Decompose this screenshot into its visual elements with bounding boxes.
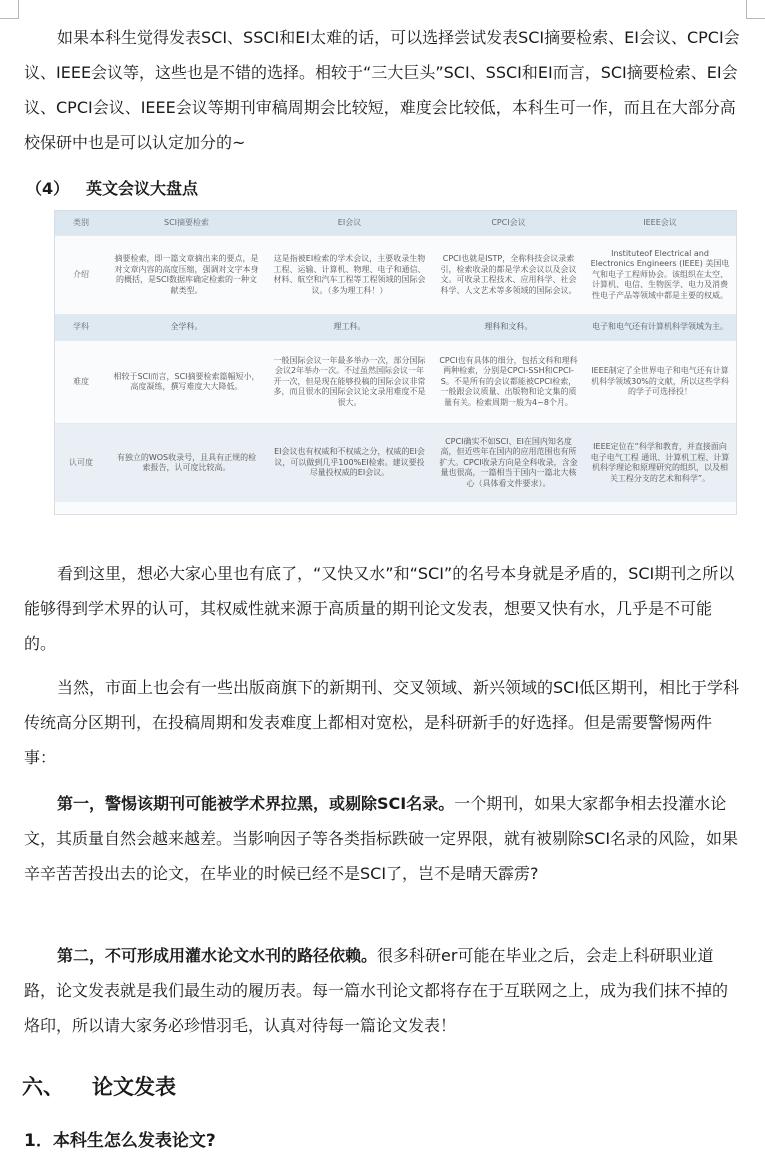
table-cell: EI会议也有权威和不权威之分，权威的EI会议，可以做到几乎100%EI检索。建议要投尽量投权威的EI会议。 [266, 424, 433, 503]
subheading-number: （4） [26, 179, 70, 198]
table-cell: 理工科。 [266, 315, 433, 341]
conference-comparison-table [54, 210, 737, 515]
intro-paragraph: 如果本科生觉得发表SCI、SSCI和EI太难的话，可以选择尝试发表SCI摘要检索、EI会议、CPCI会议、IEEE会议等，这些也是不错的选择。相较于“三大巨头”SCI、SSCI和EI而言，SCI摘要检索、EI会议、CPCI会议、IEEE会议等期刊审稿周期会比较短，难度会比较低，本科生可一作，而且在大部分高校保研中也是可以认定加分的~ [24, 28, 740, 152]
table-header-cell: CPCI会议 [433, 211, 584, 236]
section-title: 论文发表 [92, 1075, 176, 1099]
table-row [55, 315, 736, 341]
section-heading [22, 1072, 176, 1102]
table-row [55, 236, 736, 315]
section-number: 六、 [22, 1075, 64, 1099]
page-corner-mark-left [0, 0, 19, 19]
subheading-title: 英文会议大盘点 [86, 179, 199, 198]
table-cell: 电子和电气还有计算机科学领域为主。 [584, 315, 736, 341]
table-cell: 有独立的WOS收录号，且具有正规的检索报告，认可度比较高。 [107, 424, 266, 503]
table-cell: 相较于SCI而言，SCI摘要检索篇幅短小，高度凝练，撰写难度大大降低。 [107, 341, 266, 424]
row-category: 认可度 [55, 424, 107, 503]
body-paragraph: 当然，市面上也会有一些出版商旗下的新期刊、交叉领域、新兴领域的SCI低区期刊，相比于学科传统高分区期刊，在投稿周期和发表难度上都相对宽松，是科研新手的好选择。但是需要警惕两件事： [24, 678, 740, 767]
warning-lead: 第二，不可形成用灌水论文水刊的路径依赖。 [57, 946, 378, 965]
row-category: 学科 [55, 315, 107, 341]
table-cell: 摘要检索，即一篇文章摘出来的要点，是对文章内容的高度压缩，强调对文字本身的概括，是SCI数据库确定检索的一种文献类型。 [107, 236, 266, 315]
warning-lead: 第一，警惕该期刊可能被学术界拉黑，或剔除SCI名录。 [57, 794, 455, 813]
table-header-cell: SCI摘要检索 [107, 211, 266, 236]
table-row [55, 341, 736, 424]
table-row [55, 424, 736, 503]
table-cell: IEEE定位在“科学和教育，并直接面向电子电气工程 通讯、计算机工程、计算机科学理论和原理研究的组织，以及相关工程分支的艺术和科学”。 [584, 424, 736, 503]
conference-subheading [26, 178, 198, 200]
table-cell: Instituteof Electrical and Electronics Engineers (IEEE) 美国电气和电子工程师协会。该组织在太空、计算机、电信、生物医学、电力及消费性电子产品等领域中都是主要的权威。 [584, 236, 736, 315]
table-header-cell: EI会议 [266, 211, 433, 236]
warning-paragraph-1: 第一，警惕该期刊可能被学术界拉黑，或剔除SCI名录。一个期刊，如果大家都争相去投灌水论文，其质量自然会越来越差。当影响因子等各类指标跌破一定界限，就有被剔除SCI名录的风险，如果辛辛苦苦投出去的论文，在毕业的时候已经不是SCI了，岂不是晴天霹雳? [24, 794, 739, 883]
body-paragraph: 看到这里，想必大家心里也有底了，“又快又水”和“SCI”的名号本身就是矛盾的，SCI期刊之所以能够得到学术界的认可，其权威性就来源于高质量的期刊论文发表，想要又快有水，几乎是不可能的。 [24, 564, 735, 653]
table-cell: CPCI确实不如SCI、EI在国内知名度高，但近些年在国内的应用范围也有所扩大。CPCI收录方向是全科收录，含金量也很高，一篇相当于国内一篇北大核心（具体看文件要求）。 [433, 424, 584, 503]
row-category: 介绍 [55, 236, 107, 315]
table-cell: CPCI也有具体的细分，包括文科和理科两种检索，分别是CPCI-SSH和CPCI-S。不是所有的会议都能被CPCI检索，一般跟会议质量、出版物和论文集的质量有关。检索周期一般为4~8个月。 [433, 341, 584, 424]
table-cell: 理科和文科。 [433, 315, 584, 341]
table-header-cell: 类别 [55, 211, 107, 236]
table-header-cell: IEEE会议 [584, 211, 736, 236]
table-cell: IEEE制定了全世界电子和电气还有计算机科学领域30%的文献，所以这些学科的学子可选择投！ [584, 341, 736, 424]
table-cell: CPCI也就是ISTP，全称科技会议录索引，检索收录的都是学术会议以及会议文。可收录工程技术、应用科学、社会科学、人文艺术等多领域的国际会议。 [433, 236, 584, 315]
warning-paragraph-2: 第二，不可形成用灌水论文水刊的路径依赖。很多科研er可能在毕业之后，会走上科研职业道路，论文发表就是我们最生动的履历表。每一篇水刊论文都将存在于互联网之上，成为我们抹不掉的烙印，所以请大家务必珍惜羽毛，认真对待每一篇论文发表！ [24, 946, 729, 1035]
table-header-row [55, 211, 736, 236]
subsection-heading: 1．本科生怎么发表论文? [24, 1131, 216, 1151]
table-cell: 这是指被EI检索的学术会议，主要收录生物工程、运输、计算机、物理、电子和通信、材料、航空和汽车工程等工程领域的国际会议。（多为理工科！） [266, 236, 433, 315]
page-corner-mark-right [746, 0, 765, 19]
table-cell: 一般国际会议一年最多举办一次，部分国际会议2年举办一次。不过虽然国际会议一年开一次，但是现在能够投稿的国际会议非常多，而且很水的国际会议论文录用难度不是很大。 [266, 341, 433, 424]
table-cell: 全学科。 [107, 315, 266, 341]
row-category: 难度 [55, 341, 107, 424]
